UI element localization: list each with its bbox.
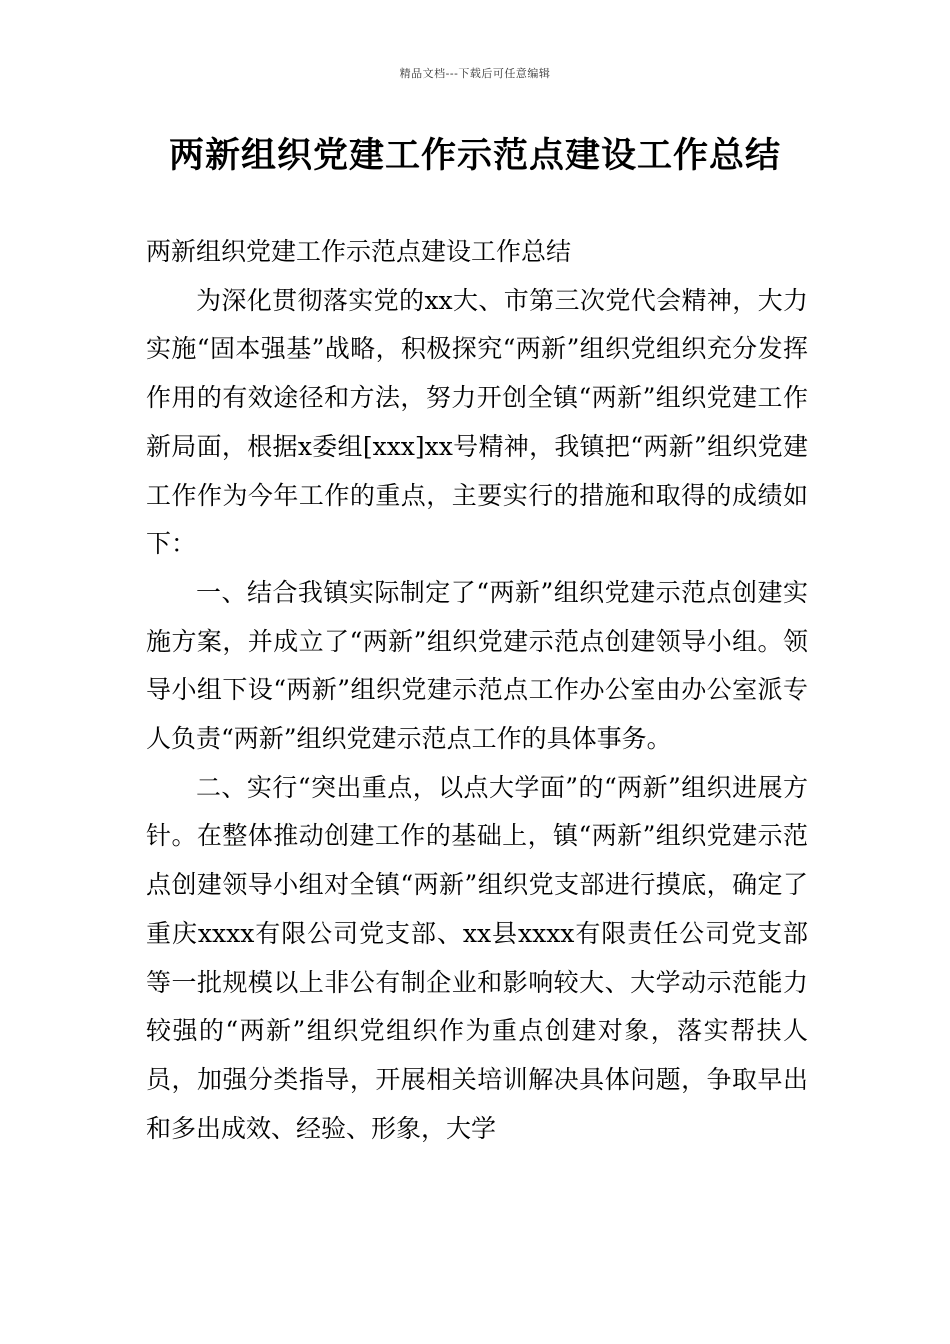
document-subtitle: 两新组织党建工作示范点建设工作总结 bbox=[146, 237, 572, 266]
paragraph-section-1: 一、结合我镇实际制定了“两新”组织党建示范点创建实施方案，并成立了“两新”组织党建示范点创建领导小组。领导小组下设“两新”组织党建示范点工作办公室由办公室派专人负责“两新”组织党建示范点工作的具体事务。 bbox=[146, 577, 808, 754]
header-note: 精品文档---下载后可任意编辑 bbox=[399, 67, 551, 80]
paragraph-section-2: 二、实行“突出重点，以点大学面”的“两新”组织进展方针。在整体推动创建工作的基础上，镇“两新”组织党建示范点创建领导小组对全镇“两新”组织党支部进行摸底，确定了重庆xxxx有限公司党支部、xx县xxxx有限责任公司党支部等一批规模以上非公有制企业和影响较大、大学动示范能力较强的“两新”组织党组织作为重点创建对象，落实帮扶人员，加强分类指导，开展相关培训解决具体问题，争取早出和多出成效、经验、形象，大学 bbox=[146, 772, 808, 1143]
document-body bbox=[146, 228, 808, 1153]
paragraph-intro: 为深化贯彻落实党的xx大、市第三次党代会精神，大力实施“固本强基”战略，积极探究“两新”组织党组织充分发挥作用的有效途径和方法，努力开创全镇“两新”组织党建工作新局面，根据x委组[xxx]xx号精神，我镇把“两新”组织党建工作作为今年工作的重点，主要实行的措施和取得的成绩如下： bbox=[146, 285, 808, 559]
document-title: 两新组织党建工作示范点建设工作总结 bbox=[168, 136, 781, 176]
